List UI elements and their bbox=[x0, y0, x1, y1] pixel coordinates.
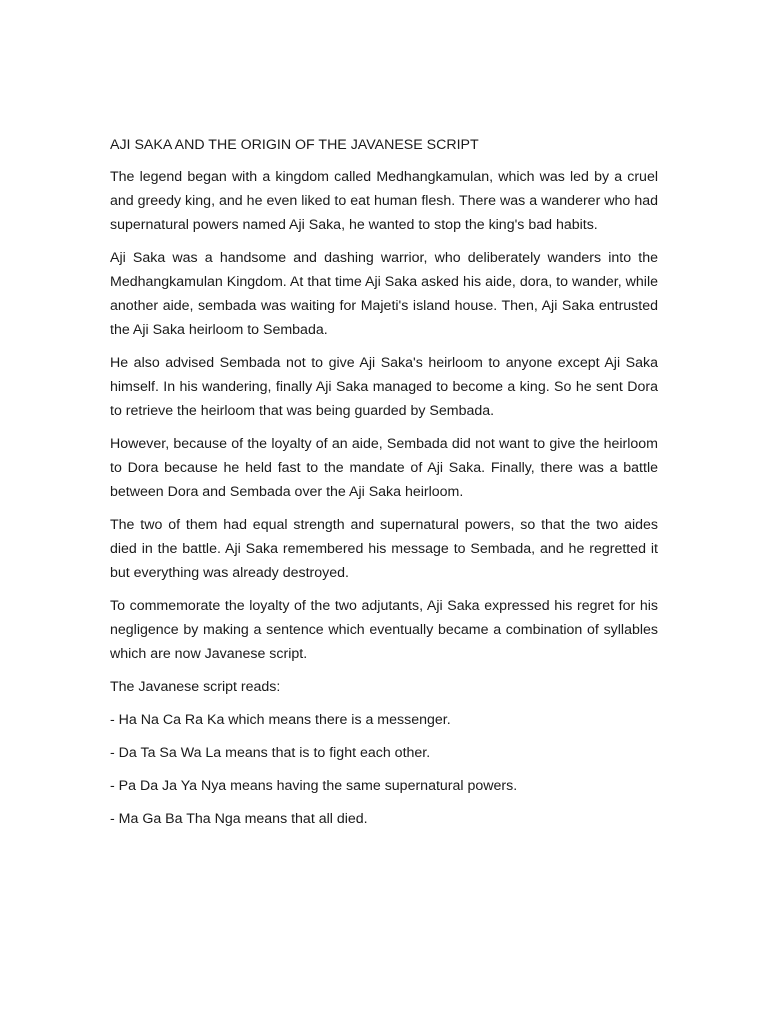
document-page bbox=[110, 133, 658, 840]
paragraph-5: The two of them had equal strength and supernatural powers, so that the two aides died in the battle. Aji Saka remembered his message to Sembada, and he regretted it but everything was already destroyed. bbox=[110, 517, 658, 581]
script-line-1: - Ha Na Ca Ra Ka which means there is a messenger. bbox=[110, 712, 451, 728]
script-line-2: - Da Ta Sa Wa La means that is to fight each other. bbox=[110, 745, 431, 761]
script-line-4: - Ma Ga Ba Tha Nga means that all died. bbox=[110, 811, 368, 827]
paragraph-6: To commemorate the loyalty of the two adjutants, Aji Saka expressed his regret for his negligence by making a sentence which eventually became a combination of syllables which are now Javanese script. bbox=[110, 598, 658, 662]
document-title: AJI SAKA AND THE ORIGIN OF THE JAVANESE SCRIPT bbox=[110, 137, 479, 153]
paragraph-3: He also advised Sembada not to give Aji Saka's heirloom to anyone except Aji Saka himself. In his wandering, finally Aji Saka managed to become a king. So he sent Dora to retrieve the heirloom that was being guarded by Sembada. bbox=[110, 355, 658, 419]
paragraph-4: However, because of the loyalty of an aide, Sembada did not want to give the heirloom to Dora because he held fast to the mandate of Aji Saka. Finally, there was a battle between Dora and Sembada over the Aji Saka heirloom. bbox=[110, 436, 658, 500]
script-intro: The Javanese script reads: bbox=[110, 679, 281, 695]
paragraph-1: The legend began with a kingdom called Medhangkamulan, which was led by a cruel and greedy king, and he even liked to eat human flesh. There was a wanderer who had supernatural powers named Aji Saka, he wanted to stop the king's bad habits. bbox=[110, 169, 658, 233]
paragraph-2: Aji Saka was a handsome and dashing warrior, who deliberately wanders into the Medhangkamulan Kingdom. At that time Aji Saka asked his aide, dora, to wander, while another aide, sembada was waiting for Majeti's island house. Then, Aji Saka entrusted the Aji Saka heirloom to Sembada. bbox=[110, 250, 658, 338]
script-line-3: - Pa Da Ja Ya Nya means having the same supernatural powers. bbox=[110, 778, 518, 794]
